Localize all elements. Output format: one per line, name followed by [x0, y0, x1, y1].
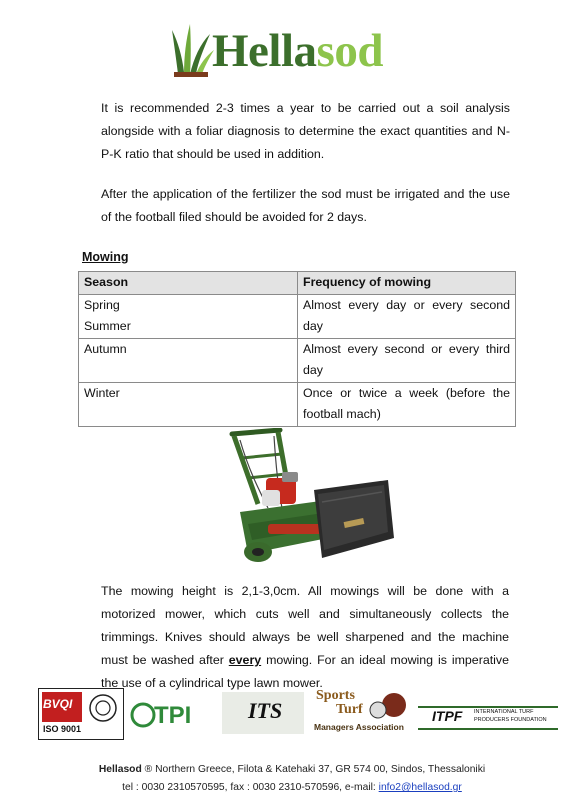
mowing-text-end: mowing. For an ideal mowing is imperative the use of a cylindrical type lawn mower.: [101, 653, 509, 690]
certification-seal-icon: [87, 693, 119, 723]
mowing-text-emphasis: every: [228, 653, 262, 667]
mowing-text-start: The mowing height is 2,1-3,0cm. All mowings will be done with a motorized mower, which cuts well and simultaneously collects the trimmings. Knives should always be well sharpened and the machine must be washed after: [101, 584, 509, 667]
footer-address: [0, 764, 584, 775]
tpi-logo: [130, 702, 214, 730]
mowing-section-title: Mowing: [82, 250, 129, 264]
table-row: [79, 382, 516, 426]
bvqi-label: BVQI: [43, 697, 73, 711]
footer-contact: [0, 782, 584, 793]
hellasod-logo: [172, 22, 422, 82]
season-cell: Winter: [79, 382, 298, 426]
frequency-cell: Almost every second or every third day: [298, 338, 516, 382]
bvqi-iso9001-logo: [38, 688, 124, 740]
table-row: [79, 338, 516, 382]
season-cell: [79, 294, 298, 338]
soil-analysis-paragraph: It is recommended 2-3 times a year to be carried out a soil analysis alongside with a foliar diagnosis to determine the exact quantities and N-P-K ratio that should be used in addition.: [101, 101, 510, 161]
footer-address-text: Northern Greece, Filota & Katehaki 37, GR 574 00, Sindos, Thessaloniki: [152, 764, 486, 775]
season-spring: Spring: [84, 297, 120, 312]
stma-managers: Managers Association: [314, 722, 404, 732]
table-header-row: [79, 272, 516, 295]
itpf-sub2: PRODUCERS FOUNDATION: [474, 717, 547, 723]
table-row: [79, 294, 516, 338]
mowing-table: [78, 271, 516, 427]
irrigation-paragraph: After the application of the fertilizer the sod must be irrigated and the use of the football filed should be avoided for 2 days.: [101, 187, 510, 224]
season-cell: Autumn: [79, 338, 298, 382]
stma-sports: Sports: [316, 688, 355, 703]
itpf-label: ITPF: [432, 708, 463, 724]
cylinder-lawn-mower-image: [218, 428, 394, 578]
footer-company: Hellasod: [98, 764, 142, 775]
itpf-sub1: INTERNATIONAL TURF: [474, 709, 534, 715]
frequency-cell: Almost every day or every second day: [298, 294, 516, 338]
frequency-column-header: Frequency of mowing: [298, 272, 516, 295]
season-column-header: Season: [79, 272, 298, 295]
tpi-label: TPI: [154, 702, 192, 729]
season-summer: Summer: [84, 319, 131, 333]
stma-turf: Turf: [336, 702, 363, 717]
logo-word-sod: sod: [316, 25, 383, 77]
footer-contact-text: tel : 0030 2310570595, fax : 0030 2310-570596, e-mail:: [122, 782, 379, 793]
footer-email-link[interactable]: info2@hellasod.gr: [378, 782, 462, 793]
sports-balls-icon: [366, 690, 406, 720]
logo-word-hella: Hella: [212, 25, 317, 77]
its-label: ITS: [248, 698, 283, 723]
partner-logos-strip: [38, 688, 558, 740]
frequency-cell: Once or twice a week (before the football mach): [298, 382, 516, 426]
tpi-globe-icon: [130, 702, 156, 728]
grass-logo-icon: [172, 22, 214, 78]
its-logo: [222, 692, 304, 734]
footer-registered-mark: ®: [144, 764, 153, 775]
sports-turf-managers-logo: [314, 688, 410, 738]
iso-9001-label: ISO 9001: [43, 724, 82, 734]
itpf-logo: [418, 706, 558, 730]
mowing-height-paragraph: [101, 580, 509, 695]
logo-wordmark: [212, 25, 383, 77]
